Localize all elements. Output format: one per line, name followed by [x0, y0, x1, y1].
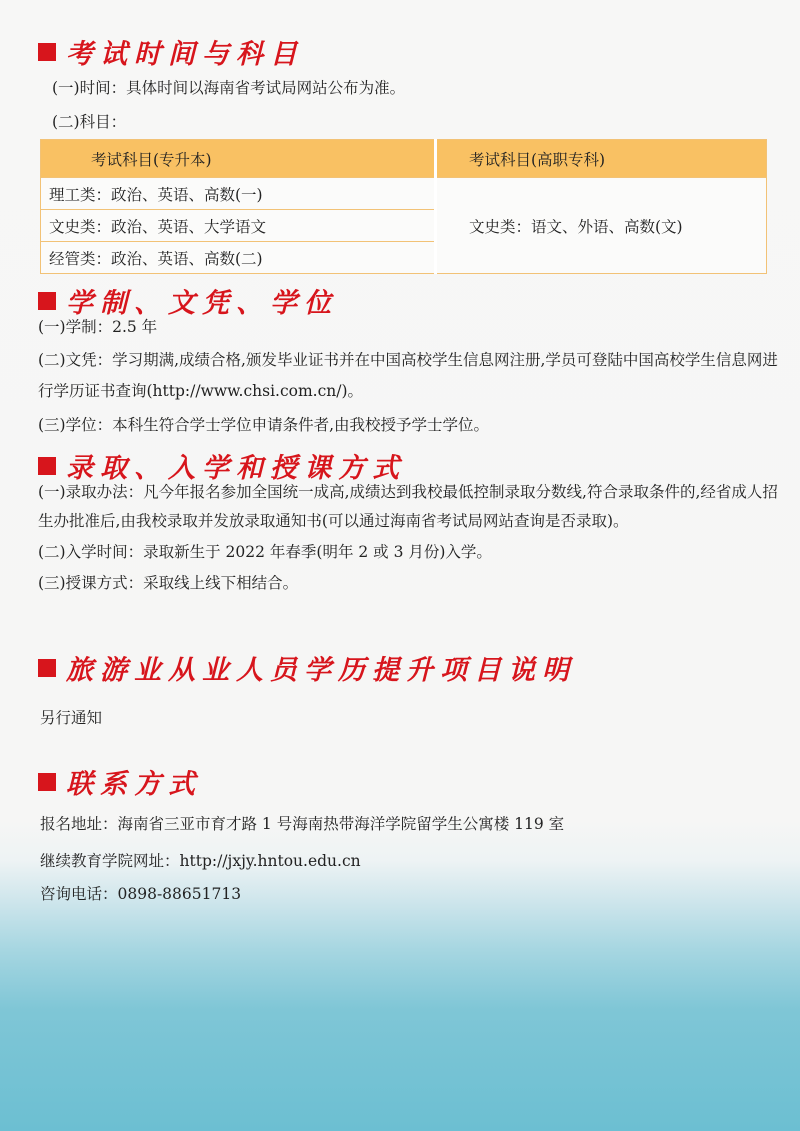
list-item: (三)授课方式：采取线上线下相结合。: [38, 574, 299, 592]
heading-text: 学制、文凭、学位: [66, 288, 338, 319]
section-heading-exam: [38, 32, 304, 71]
section-heading-tourism: [38, 648, 576, 687]
admission-list: [38, 478, 778, 598]
tourism-note: 另行通知: [40, 709, 103, 727]
table-header-vocational: 考试科目(高职专科): [436, 140, 767, 178]
table-cell-vocational-subjects: 文史类：语文、外语、高数(文): [436, 178, 767, 274]
red-square-bullet: [38, 43, 56, 61]
contact-phone: 咨询电话：0898-88651713: [40, 885, 242, 903]
list-item: (二)文凭：学习期满,成绩合格,颁发毕业证书并在中国高校学生信息网注册,学员可登陆中国高校学生信息网进行学历证书查询(http://www.chsi.com.cn/)。: [38, 351, 778, 400]
contact-address: 报名地址：海南省三亚市育才路 1 号海南热带海洋学院留学生公寓楼 119 室: [40, 815, 565, 833]
red-square-bullet: [38, 659, 56, 677]
red-square-bullet: [38, 457, 56, 475]
table-cell: 经管类：政治、英语、高数(二): [41, 242, 436, 274]
exam-time: (一)时间：具体时间以海南省考试局网站公布为准。: [52, 79, 406, 97]
table-cell: 文史类：政治、英语、大学语文: [41, 210, 436, 242]
heading-text: 录取、入学和授课方式: [66, 453, 406, 484]
system-list: [38, 313, 778, 439]
red-square-bullet: [38, 292, 56, 310]
table-row: [41, 178, 767, 210]
table-cell: 理工类：政治、英语、高数(一): [41, 178, 436, 210]
list-item: (三)学位：本科生符合学士学位申请条件者,由我校授予学士学位。: [38, 416, 490, 434]
list-item: (一)学制：2.5 年: [38, 318, 158, 336]
list-item: (一)录取办法：凡今年报名参加全国统一成高,成绩达到我校最低控制录取分数线,符合录取条件的,经省成人招生办批准后,由我校录取并发放录取通知书(可以通过海南省考试局网站查询是否录取)。: [38, 483, 778, 530]
list-item: (二)入学时间：录取新生于 2022 年春季(明年 2 或 3 月份)入学。: [38, 543, 492, 561]
section-heading-contact: [38, 762, 202, 801]
heading-text: 考试时间与科目: [66, 39, 304, 70]
exam-subjects-label: (二)科目：: [52, 113, 127, 131]
table-header-undergrad: 考试科目(专升本): [41, 140, 436, 178]
heading-text: 联系方式: [66, 769, 202, 800]
subjects-table: [40, 139, 767, 274]
heading-text: 旅游业从业人员学历提升项目说明: [66, 655, 576, 686]
table-header-row: [41, 140, 767, 178]
red-square-bullet: [38, 773, 56, 791]
contact-website[interactable]: 继续教育学院网址：http://jxjy.hntou.edu.cn: [40, 852, 361, 870]
